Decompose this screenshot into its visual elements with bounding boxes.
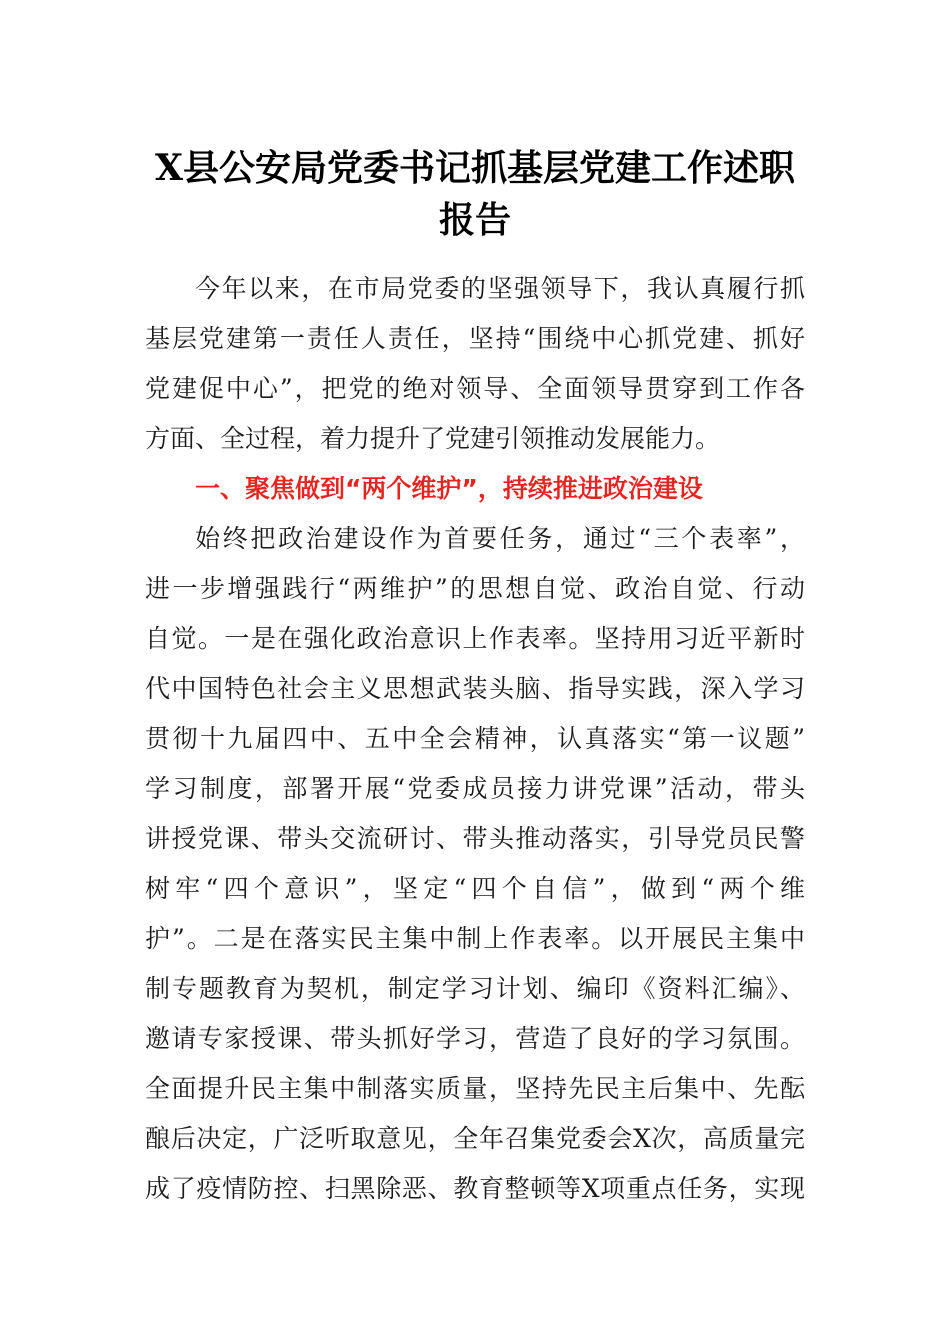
paragraph-line: 讲授党课、带头交流研讨、带头推动落实，引导党员民警	[145, 824, 805, 853]
paragraph-line: 学习制度，部署开展“党委成员接力讲党课”活动，带头	[145, 774, 805, 803]
paragraph-line: 酿后决定，广泛听取意见，全年召集党委会X次，高质量完	[145, 1124, 805, 1153]
paragraph-line: 始终把政治建设作为首要任务，通过“三个表率”，	[195, 524, 805, 553]
paragraph-line: 方面、全过程，着力提升了党建引领推动发展能力。	[145, 424, 721, 453]
document-title-line2: 报告	[438, 199, 511, 241]
paragraph-line: 今年以来，在市局党委的坚强领导下，我认真履行抓	[195, 274, 805, 303]
paragraph-line: 护”。二是在落实民主集中制上作表率。以开展民主集中	[145, 924, 805, 953]
paragraph-line: 成了疫情防控、扫黑除恶、教育整顿等X项重点任务，实现	[145, 1174, 805, 1203]
paragraph-line: 自觉。一是在强化政治意识上作表率。坚持用习近平新时	[145, 624, 805, 653]
paragraph-line: 代中国特色社会主义思想武装头脑、指导实践，深入学习	[145, 674, 805, 703]
paragraph-line: 基层党建第一责任人责任，坚持“围绕中心抓党建、抓好	[145, 324, 805, 353]
document-title-line1: X县公安局党委书记抓基层党建工作述职	[155, 147, 795, 189]
paragraph-line: 邀请专家授课、带头抓好学习，营造了良好的学习氛围。	[145, 1024, 805, 1053]
paragraph-line: 全面提升民主集中制落实质量，坚持先民主后集中、先酝	[145, 1074, 805, 1103]
paragraph-line: 党建促中心”，把党的绝对领导、全面领导贯穿到工作各	[145, 374, 805, 403]
paragraph-line: 进一步增强践行“两维护”的思想自觉、政治自觉、行动	[145, 574, 805, 603]
section-heading: 一、聚焦做到“两个维护”，持续推进政治建设	[195, 474, 703, 503]
paragraph-line: 制专题教育为契机，制定学习计划、编印《资料汇编》、	[145, 974, 805, 1003]
paragraph-line: 贯彻十九届四中、五中全会精神，认真落实“第一议题”	[145, 724, 805, 753]
paragraph-line: 树牢“四个意识”，坚定“四个自信”，做到“两个维	[145, 874, 805, 903]
